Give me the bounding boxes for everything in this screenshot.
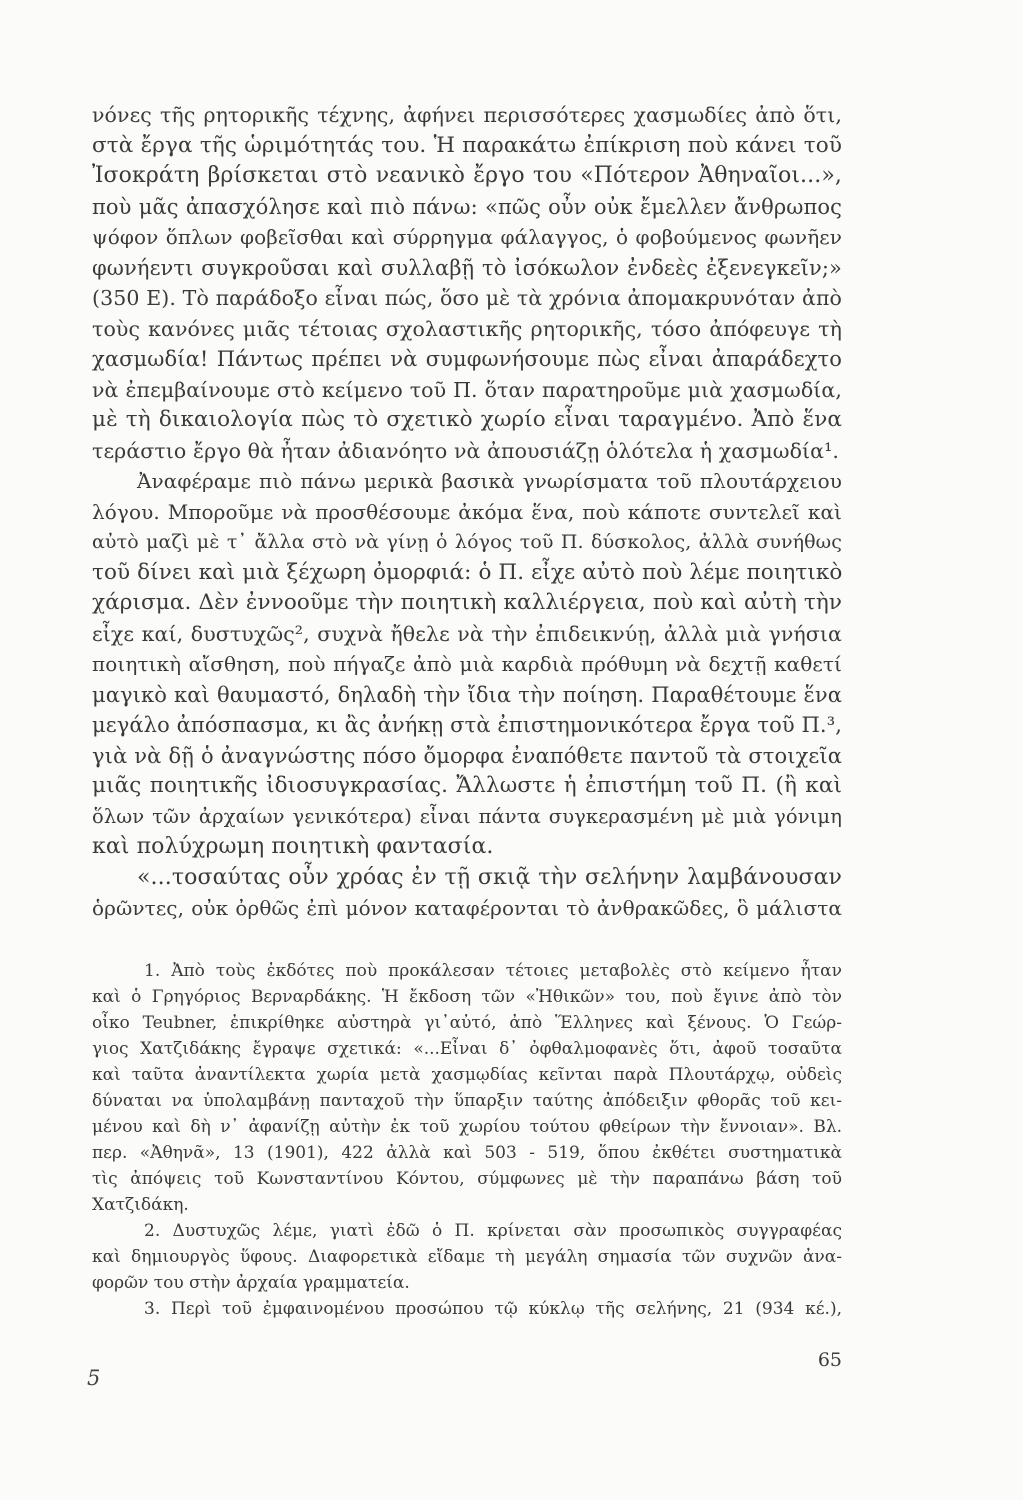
footnote-3-line: 3. Περὶ τοῦ ἐμφαινομένου προσώπου τῷ κύκλῳ τῆς σελήνης, 21 (934 κέ.), [144,1299,842,1319]
body-line: Ἰσοκράτη βρίσκεται στὸ νεανικὸ ἔργο του «Πότερον Ἀθηναῖοι...», [92,163,842,188]
footnote-1-line: οἶκο Teubner, ἐπικρίθηκε αὐστηρὰ γι᾿αὐτό, ἀπὸ Ἕλληνες καὶ ξένους. Ὁ Γεώρ- [92,1013,842,1033]
body-line: λόγου. Μποροῦμε νὰ προσθέσουμε ἀκόμα ἕνα, ποὺ κάποτε συντελεῖ καὶ [92,499,842,524]
body-line: ψόφον ὅπλων φοβεῖσθαι καὶ σύρρηγμα φάλαγγος, ὁ φοβούμενος φωνῆεν [92,225,842,249]
body-line: μεγάλο ἀπόσπασμα, κι ἂς ἀνήκῃ στὰ ἐπιστημονικότερα ἔργα τοῦ Π.³, [92,713,842,737]
footnote-1-line: μένου καὶ δὴ ν᾿ ἀφανίζῃ αὐτὴν ἐκ τοῦ χωρίου τούτου φθείρων τὴν ἔννοιαν». Βλ. [92,1117,842,1137]
body-line: μαγικὸ καὶ θαυμαστό, δηλαδὴ τὴν ἴδια τὴν ποίηση. Παραθέτουμε ἕνα [92,682,842,707]
footnote-2-line: φορῶν του στὴν ἀρχαία γραμματεία. [92,1273,410,1293]
footnote-1-line: περ. «Ἀθηνᾶ», 13 (1901), 422 ἀλλὰ καὶ 503 - 519, ὅπου ἐκθέτει συστηματικὰ [92,1143,842,1163]
footnote-2-line: καὶ δημιουργὸς ὕφους. Διαφορετικὰ εἴδαμε τὴ μεγάλη σημασία τῶν συχνῶν ἀνα- [92,1247,842,1267]
body-line: καὶ πολύχρωμη ποιητικὴ φαντασία. [92,834,494,859]
footnote-1-line: Χατζιδάκη. [92,1195,189,1215]
page-number: 65 [817,1349,842,1371]
body-line: εἶχε καί, δυστυχῶς², συχνὰ ἤθελε νὰ τὴν ἐπιδεικνύῃ, ἀλλὰ μιὰ γνήσια [92,621,842,646]
body-line: ποιητικὴ αἴσθηση, ποὺ πήγαζε ἀπὸ μιὰ καρδιὰ πρόθυμη νὰ δεχτῇ καθετί [92,652,842,676]
body-line: αὐτὸ μαζὶ μὲ τ᾿ ἄλλα στὸ νὰ γίνῃ ὁ λόγος τοῦ Π. δύσκολος, ἀλλὰ συνήθως [92,531,842,553]
body-line: μὲ τὴ δικαιολογία πὼς τὸ σχετικὸ χωρίο εἶναι ταραγμένο. Ἀπὸ ἕνα [92,407,842,432]
footnote-1-line: καὶ ταῦτα ἀναντίλεκτα χωρία μετὰ χασμῳδίας κεῖνται παρὰ Πλουτάρχῳ, οὐδεὶς [92,1065,842,1085]
body-line: νὰ ἐπεμβαίνουμε στὸ κείμενο τοῦ Π. ὅταν παρατηροῦμε μιὰ χασμωδία, [92,377,842,402]
body-line: φωνήεντι συγκροῦσαι καὶ συλλαβῇ τὸ ἰσόκωλον ἐνδεὲς ἐξενεγκεῖν;» [92,255,842,280]
footnote-1-line: 1. Ἀπὸ τοὺς ἐκδότες ποὺ προκάλεσαν τέτοιες μεταβολὲς στὸ κείμενο ἦταν [144,961,842,981]
body-line: Ἀναφέραμε πιὸ πάνω μερικὰ βασικὰ γνωρίσματα τοῦ πλουτάρχειου [137,469,842,493]
body-line: χασμωδία! Πάντως πρέπει νὰ συμφωνήσουμε πὼς εἶναι ἀπαράδεχτο [92,347,842,371]
footnote-1-line: γιος Χατζιδάκης ἔγραψε σχετικά: «...Εἶναι δ᾿ ὀφθαλμοφανὲς ὅτι, ἀφοῦ τοσαῦτα [92,1039,842,1059]
footnote-1-line: τὶς ἀπόψεις τοῦ Κωνσταντίνου Κόντου, σύμφωνες μὲ τὴν παραπάνω βάση τοῦ [92,1169,842,1189]
signature-mark: 5 [87,1366,101,1390]
body-line: (350 E). Τὸ παράδοξο εἶναι πώς, ὅσο μὲ τὰ χρόνια ἀπομακρυνόταν ἀπὸ [92,286,842,310]
body-line: τοῦ δίνει καὶ μιὰ ξέχωρη ὀμορφιά: ὁ Π. εἶχε αὐτὸ ποὺ λέμε ποιητικὸ [92,559,843,585]
body-line: νόνες τῆς ρητορικῆς τέχνης, ἀφήνει περισσότερες χασμωδίες ἀπὸ ὅτι, [92,103,842,127]
body-line: μιᾶς ποιητικῆς ἰδιοσυγκρασίας. Ἄλλωστε ἡ ἐπιστήμη τοῦ Π. (ἢ καὶ [92,773,842,798]
footnote-2-line: 2. Δυστυχῶς λέμε, γιατὶ ἐδῶ ὁ Π. κρίνεται σὰν προσωπικὸς συγγραφέας [144,1221,842,1241]
body-line: τεράστιο ἔργο θὰ ἦταν ἀδιανόητο νὰ ἀπουσιάζῃ ὁλότελα ἡ χασμωδία¹. [92,438,840,463]
quote-line: ὁρῶντες, οὐκ ὀρθῶς ἐπὶ μόνον καταφέρονται τὸ ἀνθρακῶδες, ὃ μάλιστα [92,896,842,920]
body-text [92,100,842,924]
body-line: ὅλων τῶν ἀρχαίων γενικότερα) εἶναι πάντα συγκερασμένη μὲ μιὰ γόνιμη [92,804,842,828]
footnotes [92,958,842,1322]
footnote-1-line: δύναται να ὑπολαμβάνῃ πανταχοῦ τὴν ὕπαρξιν ταύτης ἀπόδειξιν φθορᾶς τοῦ κει- [92,1091,842,1111]
footnote-1-line: καὶ ὁ Γρηγόριος Βερναρδάκης. Ἡ ἔκδοση τῶν «Ἠθικῶν» του, ποὺ ἔγινε ἀπὸ τὸν [92,987,842,1007]
body-line: χάρισμα. Δὲν ἐννοοῦμε τὴν ποιητικὴ καλλιέργεια, ποὺ καὶ αὐτὴ τὴν [92,590,842,615]
body-line: στὰ ἔργα τῆς ὡριμότητάς του. Ἡ παρακάτω ἐπίκριση ποὺ κάνει τοῦ [92,132,842,158]
quote-line: «...τοσαύτας οὖν χρόας ἐν τῇ σκιᾷ τὴν σελήνην λαμβάνουσαν [137,864,842,890]
body-line: γιὰ νὰ δῇ ὁ ἀναγνώστης πόσο ὄμορφα ἐναπόθετε παντοῦ τὰ στοιχεῖα [92,743,842,768]
body-line: τοὺς κανόνες μιᾶς τέτοιας σχολαστικῆς ρητορικῆς, τόσο ἀπόφευγε τὴ [92,316,842,341]
body-line: ποὺ μᾶς ἀπασχόλησε καὶ πιὸ πάνω: «πῶς οὖν οὐκ ἔμελλεν ἄνθρωπος [92,194,842,219]
